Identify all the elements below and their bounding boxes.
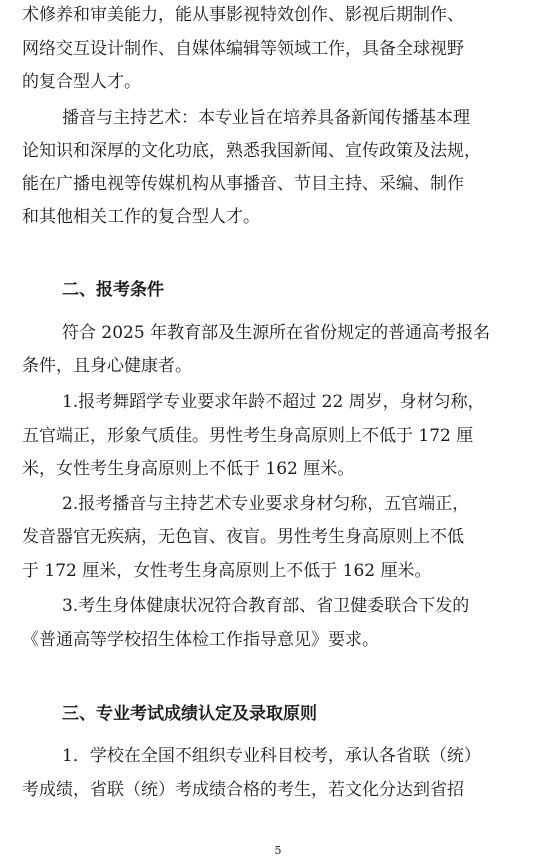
body-line: 的复合型人才。 [22,72,141,92]
body-line: 符合 2025 年教育部及生源所在省份规定的普通高考报名 [62,323,491,343]
body-line: 术修养和审美能力，能从事影视特效创作、影视后期制作、 [22,5,464,25]
body-line: 能在广播电视等传媒机构从事播音、节目主持、采编、制作 [22,174,464,194]
body-line: 网络交互设计制作、自媒体编辑等领域工作，具备全球视野 [22,39,464,59]
body-line: 3.考生身体健康状况符合教育部、省卫健委联合下发的 [62,596,470,616]
body-line: 1.报考舞蹈学专业要求年龄不超过 22 周岁，身材匀称， [62,392,485,412]
page-number: 5 [274,844,282,857]
body-line: 发音器官无疾病，无色盲、夜盲。男性考生身高原则上不低 [22,527,464,547]
body-line: 《普通高等学校招生体检工作指导意见》要求。 [22,630,379,650]
body-line: 于 172 厘米，女性考生身高原则上不低于 162 厘米。 [22,561,432,581]
body-line: 1．学校在全国不组织专业科目校考，承认各省联（统） [62,746,481,766]
body-line: 播音与主持艺术：本专业旨在培养具备新闻传播基本理 [62,108,470,128]
section-heading: 二、报考条件 [62,280,164,300]
body-line: 2.报考播音与主持艺术专业要求身材匀称，五官端正， [62,494,470,514]
section-heading: 三、专业考试成绩认定及录取原则 [62,704,317,724]
body-line: 考成绩，省联（统）考成绩合格的考生，若文化分达到省招 [22,780,464,800]
body-line: 条件，且身心健康者。 [22,356,192,376]
body-line: 米，女性考生身高原则上不低于 162 厘米。 [22,459,355,479]
body-line: 和其他相关工作的复合型人才。 [22,207,260,227]
body-line: 论知识和深厚的文化功底，熟悉我国新闻、宣传政策及法规， [22,141,481,161]
body-line: 五官端正，形象气质佳。男性考生身高原则上不低于 172 厘 [22,426,474,446]
